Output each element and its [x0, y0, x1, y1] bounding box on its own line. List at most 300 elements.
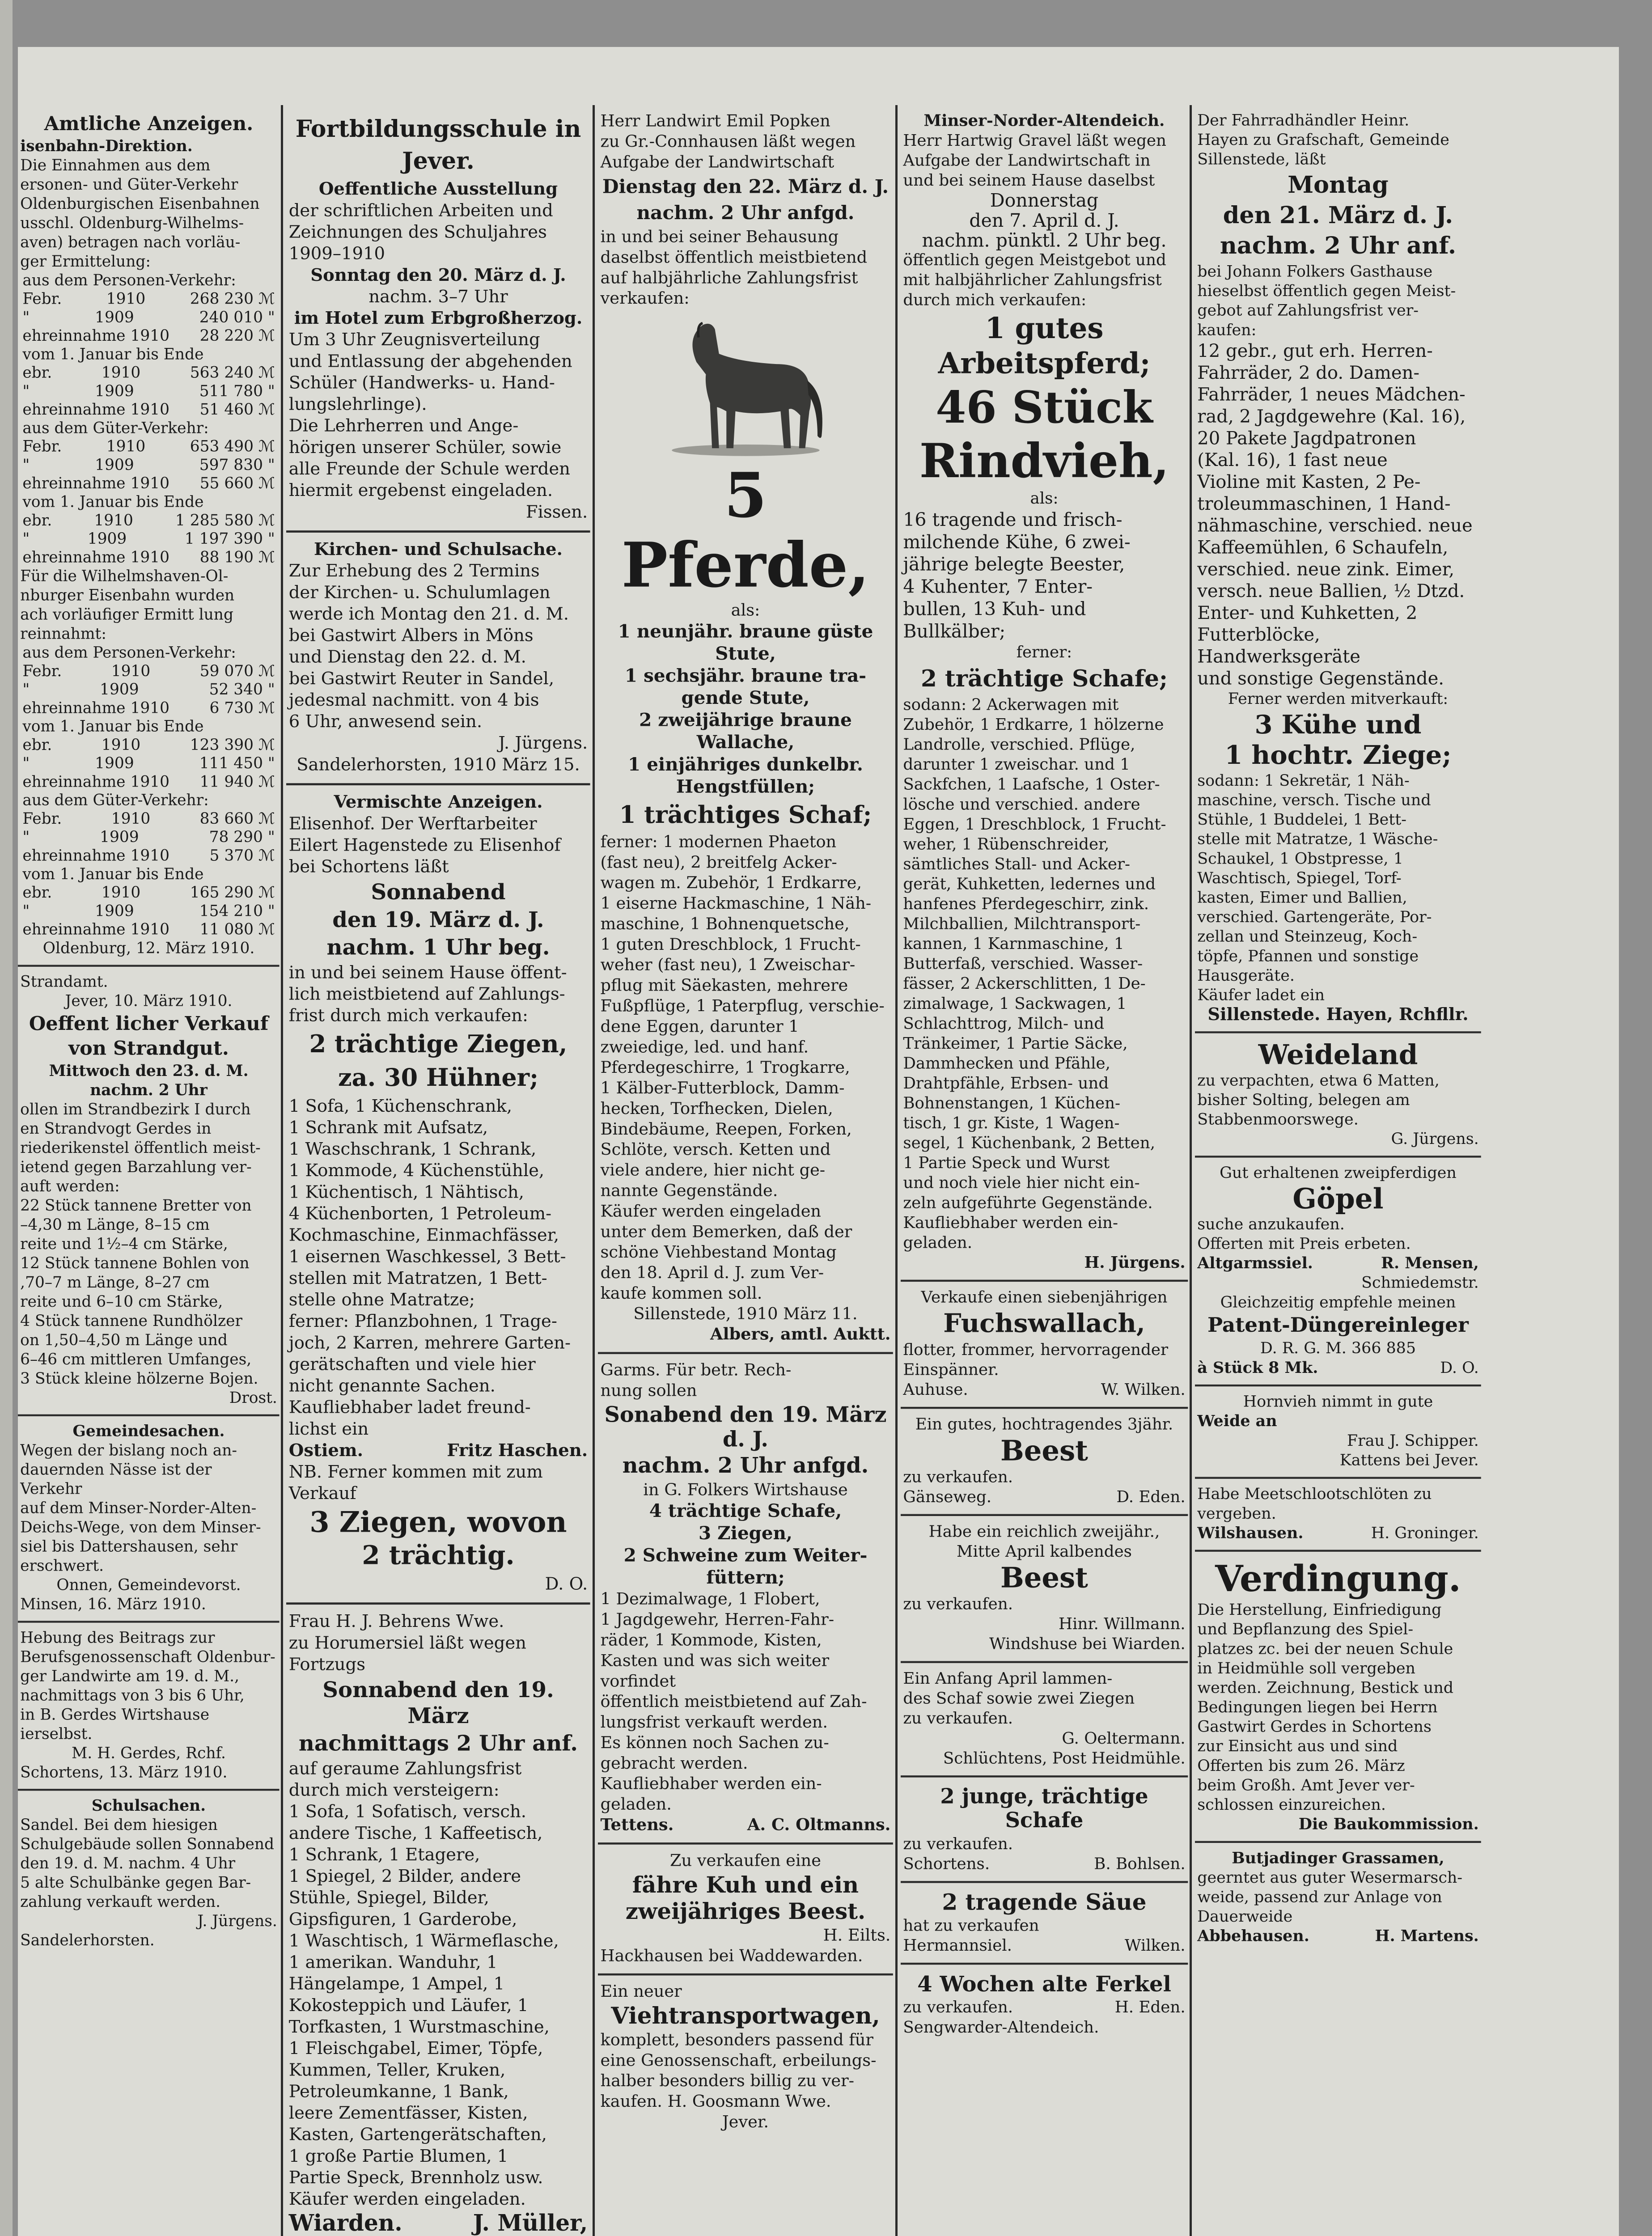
ad-signature: H. Eilts.: [823, 1926, 891, 1945]
text-line: Butterfaß, verschied. Wasser-: [903, 954, 1143, 973]
text-line: Offerten mit Preis erbeten.: [1197, 1235, 1411, 1253]
text-line: Schlachttrog, Milch- und: [903, 1014, 1105, 1033]
text-line: Bedingungen liegen bei Herrn: [1197, 1698, 1438, 1716]
text-line: Herr Hartwig Gravel läßt wegen: [903, 131, 1166, 150]
revenue-table: [20, 271, 277, 566]
text-line: den 18. April d. J. zum Ver-: [600, 1263, 824, 1283]
table-cell-label: aus dem Personen-Verkehr:: [22, 271, 236, 289]
table-cell-value: 111 450 ": [199, 754, 275, 772]
text-line: lich meistbietend auf Zahlungs-: [288, 984, 565, 1004]
ad-body: [289, 962, 588, 1026]
text-line: Eilert Hagenstede zu Elisenhof: [288, 835, 561, 855]
table-cell-label: vom 1. Januar bis Ende: [22, 493, 204, 511]
ad-signature: Wilken.: [1124, 1936, 1186, 1955]
table-row: [20, 364, 277, 382]
text-line: 1 Dezimalwage, 1 Flobert,: [600, 1589, 820, 1609]
text-line: ersonen- und Güter-Verkehr: [20, 176, 238, 194]
text-line: öffentlich meistbietend auf Zah-: [600, 1692, 867, 1711]
table-cell-label: vom 1. Januar bis Ende: [22, 865, 204, 883]
ad-body: [601, 227, 891, 309]
text-line: hecken, Torfhecken, Dielen,: [600, 1099, 833, 1118]
text-line: Sackfchen, 1 Laafsche, 1 Oster-: [903, 775, 1160, 794]
text-line: Schüler (Handwerks- u. Hand-: [288, 373, 555, 393]
ad-signature: Sillenstede. Hayen, Rchfllr.: [1207, 1004, 1469, 1025]
text-line: platzes zc. bei der neuen Schule: [1197, 1639, 1453, 1658]
text-line: dauernden Nässe ist der Verkehr: [20, 1461, 212, 1498]
table-cell-value: 563 240 ℳ: [190, 364, 275, 382]
ad-body: [289, 813, 588, 877]
notice-headline: Oeffent licher Verkauf: [29, 1012, 269, 1035]
revenue-table-2: [20, 644, 277, 939]
text-line: Einspänner.: [903, 1360, 999, 1379]
table-cell-year: 1909: [95, 308, 134, 326]
text-line: gerät, Kuhketten, ledernes und: [903, 875, 1156, 894]
ad-signature: J. Müller,: [473, 2210, 588, 2236]
text-line: kaufe kommen soll.: [600, 1283, 762, 1303]
text-line: zu verkaufen.: [903, 1595, 1013, 1613]
text-line: 6 Uhr, anwesend sein.: [288, 711, 483, 732]
table-cell-label: ": [22, 456, 30, 474]
text-line: bei Gastwirt Albers in Möns: [288, 625, 534, 646]
text-line: usschl. Oldenburg-Wilhelms-: [20, 214, 244, 232]
text-line: 3 Ziegen,: [698, 1523, 793, 1544]
ad-headline: 1 trächtiges Schaf;: [619, 800, 872, 829]
table-cell-year: 1909: [100, 681, 139, 699]
table-row: [20, 548, 277, 566]
table-row: [20, 847, 277, 865]
ad-big-headline: 5 Pferde,: [621, 459, 870, 601]
text-line: Kaffeemühlen, 6 Schaufeln,: [1197, 536, 1449, 558]
text-line: und sonstige Gegenstände.: [1197, 667, 1444, 689]
saeue-ad: [901, 1883, 1188, 1965]
text-line: Kummen, Teller, Kruken,: [288, 2060, 506, 2080]
text-line: gebracht werden.: [600, 1753, 748, 1773]
text-line: verschied. Gartengeräte, Por-: [1197, 908, 1432, 926]
text-line: Um 3 Uhr Zeugnisverteilung: [288, 330, 540, 350]
gravel-ad: [901, 105, 1188, 1282]
text-line: Stabbenmoorswege.: [1197, 1110, 1359, 1129]
garms-ad: [598, 1354, 893, 1845]
table-cell-label: ehreinnahme 1910: [22, 847, 169, 865]
text-line: 22 Stück tannene Bretter von: [20, 1196, 252, 1215]
text-line: gende Stute,: [681, 687, 810, 709]
ad-signature: J. Jürgens.: [498, 733, 588, 753]
text-line: Zubehör, 1 Erdkarre, 1 hölzerne: [903, 716, 1164, 734]
text-line: Pferdegeschirre, 1 Trogkarre,: [600, 1058, 850, 1077]
table-cell-value: 154 210 ": [199, 902, 275, 920]
text-line: und noch viele hier nicht ein-: [903, 1173, 1140, 1192]
table-cell-value: 51 460 ℳ: [199, 401, 275, 419]
ad-headline: 3 Kühe und: [1254, 709, 1422, 740]
text-line: unter dem Bemerken, daß der: [600, 1222, 852, 1241]
ad-body: [289, 1611, 588, 1675]
table-cell-label: ehreinnahme 1910: [22, 773, 169, 791]
text-line: Tränkeimer, 1 Partie Säcke,: [903, 1034, 1128, 1053]
patent-number: D. R. G. M. 366 885: [1260, 1339, 1416, 1357]
text-line: 1909–1910: [288, 243, 385, 264]
notice-place: Sandelerhorsten.: [20, 1931, 155, 1949]
ad-signature: H. Eden.: [1114, 1998, 1186, 2017]
notice-body: [20, 1815, 277, 1911]
ad-body: [289, 560, 588, 733]
table-cell-value: 52 340 ": [209, 681, 275, 699]
ad-signature: R. Mensen,: [1381, 1254, 1479, 1272]
column-rule: [895, 105, 898, 2236]
ad-big-headline: Rindvieh,: [919, 433, 1169, 489]
ad-signature: Albers, amtl. Auktt.: [710, 1324, 891, 1344]
table-row: [20, 529, 277, 548]
ad-headline: Arbeitspferd;: [938, 346, 1151, 380]
ad-place: Altgarmssiel.: [1197, 1254, 1313, 1272]
text-line: Bindebäume, Reepen, Forken,: [600, 1119, 852, 1139]
text-line: sämtliches Stall- und Acker-: [903, 855, 1131, 873]
text-line: Gleichzeitig empfehle meinen: [1220, 1293, 1456, 1312]
text-line: nicht genannte Sachen.: [288, 1376, 496, 1396]
table-cell-value: 123 390 ℳ: [190, 736, 275, 754]
text-line: Weide an: [1197, 1411, 1277, 1430]
text-line: geladen.: [600, 1795, 672, 1814]
table-cell-label: ": [22, 382, 30, 400]
text-line: den 19. d. M. nachm. 4 Uhr: [20, 1855, 236, 1872]
text-line: Stühle, 1 Buddelei, 1 Bett-: [1197, 810, 1407, 829]
ad-intro: Habe ein reichlich zweijähr.,: [928, 1522, 1160, 1541]
text-line: segel, 1 Küchenbank, 2 Betten,: [903, 1134, 1156, 1152]
column-2: [286, 105, 590, 2236]
text-line: zu verkaufen.: [903, 1468, 1013, 1486]
ad-headline: fähre Kuh und ein: [632, 1872, 859, 1898]
text-line: werde ich Montag den 21. d. M.: [288, 604, 569, 624]
ad-time: nachm. 1 Uhr beg.: [326, 934, 550, 960]
text-line: geladen.: [903, 1233, 973, 1252]
table-cell-year: 1910: [111, 662, 151, 680]
text-line: Waschtisch, Spiegel, Torf-: [1197, 869, 1402, 887]
ad-body: [289, 329, 588, 501]
table-row: [20, 754, 277, 772]
text-line: ollen im Strandbezirk I durch: [20, 1101, 251, 1118]
text-line: 5 alte Schulbänke gegen Bar-: [20, 1874, 251, 1892]
table-row: [20, 419, 277, 437]
text-line: Zur Erhebung des 2 Termins: [288, 561, 540, 581]
text-line: bullen, 13 Kuh- und: [903, 598, 1086, 620]
text-line: lungsfrist verkauft werden.: [600, 1713, 828, 1732]
text-line: zu Horumersiel läßt wegen: [288, 1633, 526, 1653]
beest-ad-2: [901, 1516, 1188, 1663]
text-line: Hausgeräte.: [1197, 966, 1295, 985]
text-line: andere Tische, 1 Kaffeetisch,: [288, 1823, 543, 1843]
ad-item-list: [601, 1500, 891, 1589]
notice-title: Strandamt.: [20, 973, 108, 991]
table-row: [20, 326, 277, 345]
table-row: [20, 662, 277, 680]
text-line: Kaufliebhaber ladet freund-: [288, 1398, 531, 1418]
text-line: Wallache,: [696, 732, 795, 753]
text-line: sodann: 1 Sekretär, 1 Näh-: [1197, 771, 1410, 790]
text-line: in B. Gerdes Wirtshause: [20, 1706, 210, 1724]
text-line: des Schaf sowie zwei Ziegen: [903, 1689, 1135, 1708]
text-line: alle Freunde der Schule werden: [288, 459, 570, 479]
ad-intro: Ein gutes, hochtragendes 3jähr.: [915, 1415, 1173, 1434]
text-line: lungslehrlinge).: [288, 394, 427, 415]
text-line: Herr Landwirt Emil Popken: [600, 111, 830, 131]
text-line: auf halbjährliche Zahlungsfrist: [600, 268, 858, 288]
ad-when: Sonntag den 20. März d. J.: [310, 265, 566, 285]
table-cell-year: 1910: [111, 810, 151, 828]
text-line: und bei seinem Hause daselbst: [903, 171, 1155, 190]
text-line: Die Herstellung, Einfriedigung: [1197, 1601, 1442, 1619]
table-cell-label: vom 1. Januar bis Ende: [22, 717, 204, 736]
ad-place: Hackhausen bei Waddewarden.: [600, 1946, 863, 1965]
table-cell-year: 1910: [106, 437, 146, 456]
text-line: und Bepflanzung des Spiel-: [1197, 1620, 1414, 1639]
table-row: [20, 345, 277, 364]
text-line: ferner: 1 modernen Phaeton: [600, 832, 837, 851]
table-row: [20, 828, 277, 846]
ad-signature: D. O.: [545, 1574, 588, 1594]
ad-body: [289, 1758, 588, 2210]
ad-place: Windshuse bei Wiarden.: [989, 1635, 1186, 1653]
text-line: und Dienstag den 22. d. M.: [288, 647, 526, 667]
ad-place: Sengwarder-Altendeich.: [903, 2018, 1099, 2037]
text-line: halber besonders billig zu ver-: [600, 2071, 855, 2091]
ad-where: im Hotel zum Erbgroßherzog.: [294, 308, 583, 328]
table-cell-label: ehreinnahme 1910: [22, 474, 169, 492]
ad-intro: Verkaufe einen siebenjährigen: [921, 1288, 1168, 1307]
text-line: Kasten und was sich weiter: [600, 1651, 830, 1670]
kirchen-ad: [286, 533, 590, 785]
text-line: 1 große Partie Blumen, 1: [288, 2146, 508, 2166]
table-row: [20, 644, 277, 662]
ferkel-ad: [901, 1965, 1188, 2044]
notice-signature: M. H. Gerdes, Rchf.: [72, 1744, 226, 1762]
meetschloot-ad: [1195, 1479, 1481, 1552]
kuh-ad: [598, 1845, 893, 1976]
ad-body: [601, 1589, 891, 1815]
ad-headline: 1 gutes: [985, 311, 1104, 345]
text-line: kannen, 1 Karnmaschine, 1: [903, 935, 1124, 953]
text-line: zu Gr.-Connhausen läßt wegen: [600, 132, 856, 151]
ad-item-list: [601, 621, 891, 798]
ad-signature-row: [289, 1440, 588, 1461]
text-line: 2 zweijährige braune: [639, 709, 852, 731]
lamm-ad: [901, 1663, 1188, 1778]
text-line: nannte Gegenstände.: [600, 1181, 778, 1200]
text-line: nburger Eisenbahn wurden: [20, 586, 235, 605]
text-line: zur Einsicht aus und sind: [1197, 1737, 1398, 1755]
text-line: 12 gebr., gut erh. Herren-: [1197, 340, 1433, 361]
ad-note: Verkauf: [288, 1483, 356, 1503]
text-line: Käufer werden eingeladen.: [288, 2189, 526, 2209]
text-line: ierselbst.: [20, 1725, 93, 1743]
table-row: [20, 290, 277, 308]
table-row: [20, 865, 277, 883]
ad-headline: Sonabend den 19. März d. J.: [604, 1402, 887, 1452]
text-line: auft werden:: [20, 1177, 120, 1195]
notice-place-date: Minsen, 16. März 1910.: [20, 1595, 206, 1613]
table-cell-label: ": [22, 828, 30, 846]
text-line: zu verkaufen.: [903, 1709, 1013, 1728]
table-cell-label: aus dem Güter-Verkehr:: [22, 419, 209, 437]
text-line: geerntet aus guter Wesermarsch-: [1197, 1868, 1463, 1887]
text-line: daselbst öffentlich meistbietend: [600, 248, 868, 267]
text-line: bei Gastwirt Reuter in Sandel,: [288, 669, 555, 689]
notice-signature: Drost.: [229, 1389, 277, 1407]
text-line: in Heidmühle soll vergeben: [1197, 1659, 1415, 1677]
hayen-ad: [1195, 105, 1481, 1033]
table-row: [20, 493, 277, 511]
ad-place: Tettens.: [600, 1815, 674, 1834]
table-cell-label: ehreinnahme 1910: [22, 401, 169, 419]
notice-signature: J. Jürgens.: [197, 1912, 277, 1930]
ad-date: Dienstag den 22. März d. J.: [602, 175, 889, 198]
notice-signature: Oldenburg, 12. März 1910.: [42, 939, 255, 957]
text-line: bei Schortens läßt: [288, 856, 449, 877]
notice-signature: Onnen, Gemeindevorst.: [56, 1576, 241, 1594]
text-line: 1 Waschschrank, 1 Schrank,: [288, 1139, 537, 1159]
text-line: Kochmaschine, Einmachfässer,: [288, 1225, 559, 1245]
table-cell-value: 88 190 ℳ: [199, 548, 275, 566]
text-line: 1 amerikan. Wanduhr, 1: [288, 1952, 498, 1973]
text-line: stellen mit Matratzen, 1 Bett-: [288, 1268, 547, 1288]
text-line: darunter 1 zweischar. und 1: [903, 755, 1130, 774]
ad-headline: 2 trächtige Ziegen,: [309, 1029, 568, 1059]
text-line: 1 Spiegel, 2 Bilder, andere: [288, 1866, 521, 1886]
verdingung-ad: [1195, 1552, 1481, 1843]
ad-text: als:: [731, 601, 760, 620]
text-line: durch mich versteigern:: [288, 1780, 500, 1800]
text-line: Der Fahrradhändler Heinr.: [1197, 111, 1410, 130]
text-line: Enter- und Kuhketten, 2: [1197, 602, 1418, 623]
text-line: Käufer werden eingeladen: [600, 1202, 822, 1221]
table-cell-label: ebr.: [22, 884, 52, 902]
table-cell-year: 1909: [87, 530, 127, 548]
ad-signature: Die Baukommission.: [1298, 1815, 1479, 1834]
schafe-ad: [901, 1778, 1188, 1883]
text-line: Gipsfiguren, 1 Garderobe,: [288, 1909, 517, 1929]
horse-illustration: [657, 313, 834, 460]
ad-place: Auhuse.: [903, 1381, 968, 1399]
table-row: [20, 809, 277, 828]
ad-body: [601, 111, 891, 173]
text-line: hiermit ergebenst eingeladen.: [288, 480, 553, 500]
weideland-ad: [1195, 1033, 1481, 1158]
text-line: nung sollen: [600, 1381, 697, 1400]
table-cell-value: 83 660 ℳ: [199, 810, 275, 828]
text-line: 1 Fleischgabel, Eimer, Töpfe,: [288, 2038, 543, 2058]
text-line: ach vorläufiger Ermitt lung: [20, 606, 233, 624]
text-line: Käufer ladet ein: [1197, 986, 1325, 1004]
table-cell-label: ehreinnahme 1910: [22, 920, 169, 939]
table-cell-label: Febr.: [22, 290, 62, 308]
table-cell-label: ": [22, 308, 30, 326]
text-line: 1 eiserne Hackmaschine, 1 Näh-: [600, 894, 872, 913]
text-line: 12 Stück tannene Bohlen von: [20, 1254, 250, 1272]
ad-text: Ferner werden mitverkauft:: [1228, 690, 1449, 708]
ad-signature: B. Bohlsen.: [1094, 1855, 1186, 1873]
text-line: der Kirchen- u. Schulumlagen: [288, 582, 551, 602]
table-row: [20, 699, 277, 717]
ad-headline: za. 30 Hühner;: [338, 1063, 538, 1092]
text-line: 1 sechsjähr. braune tra-: [624, 665, 867, 686]
ad-signature: Fissen.: [525, 502, 588, 522]
text-line: 1 neunjähr. braune güste: [618, 621, 873, 642]
text-line: gebot auf Zahlungsfrist ver-: [1197, 301, 1419, 320]
table-cell-value: 653 490 ℳ: [190, 437, 275, 456]
text-line: Fahrräder, 2 do. Damen-: [1197, 362, 1420, 383]
column-1: [18, 105, 280, 1957]
column-4: [901, 105, 1188, 2044]
table-cell-value: 55 660 ℳ: [199, 474, 275, 492]
ad-date: den 21. März d. J.: [1223, 202, 1453, 229]
text-line: 4 Küchenborten, 1 Petroleum-: [288, 1203, 552, 1224]
table-cell-label: ehreinnahme 1910: [22, 699, 169, 717]
text-line: troleummaschinen, 1 Hand-: [1197, 493, 1451, 514]
text-line: Landrolle, verschied. Pflüge,: [903, 735, 1135, 754]
ad-signature: W. Wilken.: [1101, 1381, 1186, 1399]
text-line: 1 Partie Speck und Wurst: [903, 1154, 1110, 1173]
text-line: töpfe, Pfannen und sonstige: [1197, 947, 1419, 965]
table-cell-label: Febr.: [22, 662, 62, 680]
text-line: schlossen einzureichen.: [1197, 1796, 1386, 1814]
ad-signature-row: [903, 1935, 1185, 1956]
table-cell-year: 1909: [95, 456, 134, 474]
text-line: Die Lehrherren und Ange-: [288, 416, 519, 436]
ad-body: [903, 131, 1185, 191]
text-line: lösche und verschied. andere: [903, 795, 1140, 814]
table-cell-year: 1909: [95, 754, 134, 772]
table-cell-value: 11 080 ℳ: [199, 920, 275, 939]
text-line: Schulgebäude sollen Sonnabend: [20, 1835, 275, 1853]
table-cell-year: 1910: [101, 364, 141, 382]
text-line: 4 trächtige Schafe,: [649, 1500, 842, 1522]
ad-headline: Beest: [1000, 1434, 1088, 1467]
text-line: Deichs-Wege, von dem Minser-: [20, 1518, 261, 1537]
ad-headline: Patent-Düngereinleger: [1207, 1313, 1469, 1337]
table-row: [20, 437, 277, 456]
ad-body: [1197, 1600, 1479, 1814]
text-line: gerätschaften und viele hier: [288, 1354, 536, 1375]
ad-place: Wiarden.: [288, 2210, 402, 2236]
text-line: Aufgabe der Landwirtschaft in: [903, 151, 1151, 170]
ad-place: Hermannsiel.: [903, 1936, 1012, 1955]
section-title: Vermischte Anzeigen.: [334, 792, 543, 812]
text-line: versch. neue Ballien, ½ Dtzd.: [1197, 580, 1465, 601]
ad-headline: zweijähriges Beest.: [625, 1897, 866, 1924]
text-line: viele andere, hier nicht ge-: [600, 1160, 826, 1180]
text-line: 4 Stück tannene Rundhölzer: [20, 1312, 242, 1330]
table-cell-year: 1909: [95, 382, 134, 400]
notice-body: [20, 1441, 277, 1575]
text-line: rad, 2 Jagdgewehre (Kal. 16),: [1197, 406, 1466, 427]
table-cell-year: 1910: [101, 884, 141, 902]
table-cell-label: ebr.: [22, 511, 52, 529]
text-line: siel bis Dattershausen, sehr: [20, 1537, 238, 1556]
text-line: weide, passend zur Anlage von: [1197, 1888, 1442, 1906]
text-line: Hebung des Beitrags zur: [20, 1629, 215, 1647]
table-row: [20, 920, 277, 939]
ad-place: Schlüchtens, Post Heidmühle.: [943, 1749, 1186, 1768]
text-line: Drahtpfähle, Erbsen- und: [903, 1074, 1109, 1093]
text-line: 4 Kuhenter, 7 Enter-: [903, 576, 1093, 597]
table-cell-value: 78 290 ": [209, 828, 275, 846]
text-line: mit halbjährlicher Zahlungsfrist: [903, 271, 1162, 289]
ad-place-date: Sillenstede, 1910 März 11.: [633, 1304, 858, 1324]
table-cell-value: 511 780 ": [199, 382, 275, 400]
text-line: tisch, 1 gr. Kiste, 1 Wagen-: [903, 1114, 1120, 1132]
table-cell-year: 1909: [100, 828, 139, 846]
ad-time: nachm. 3–7 Uhr: [369, 287, 508, 307]
text-line: Frau H. J. Behrens Wwe.: [288, 1611, 504, 1631]
ad-headline: Beest: [1000, 1561, 1088, 1594]
